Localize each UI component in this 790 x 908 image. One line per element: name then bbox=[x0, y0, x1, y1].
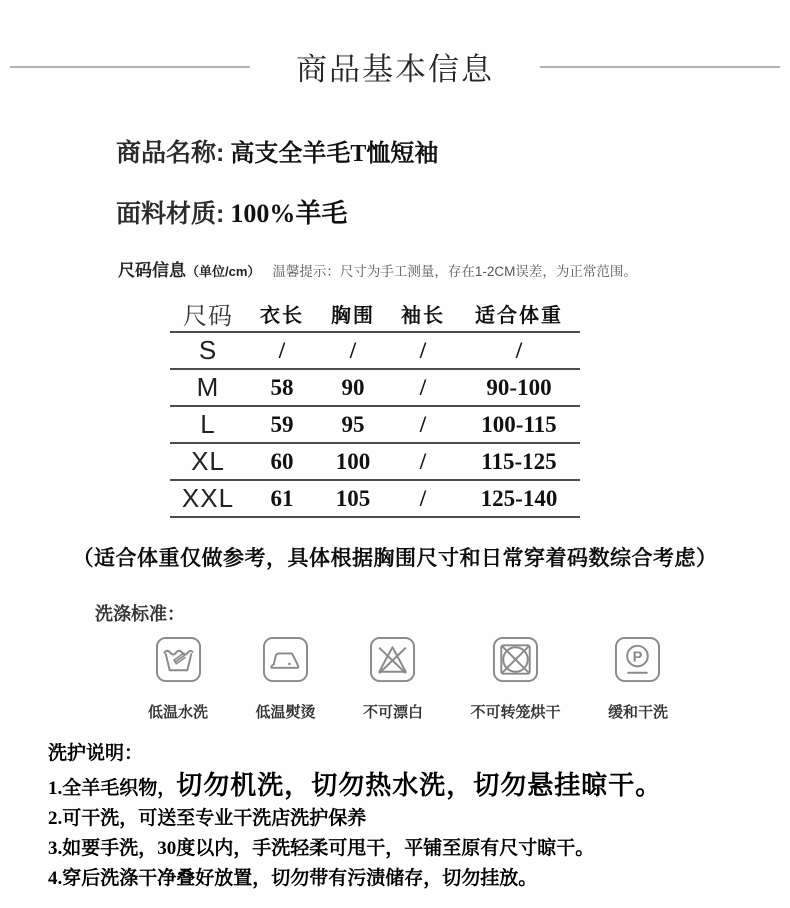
washing-symbol-label: 缓和干洗 bbox=[607, 704, 668, 721]
size-info-tip: 温馨提示：尺寸为手工测量，存在1-2CM误差，为正常范围。 bbox=[272, 264, 637, 279]
cell-sleeve: / bbox=[388, 480, 458, 517]
fabric-value: 100%羊毛 bbox=[230, 199, 348, 228]
care-line-1-emphasis: 切勿机洗，切勿热水洗，切勿悬挂晾干。 bbox=[176, 771, 663, 800]
size-table-header-row bbox=[170, 295, 580, 332]
washing-symbol-label: 低温熨烫 bbox=[255, 704, 316, 721]
svg-text:P: P bbox=[633, 649, 643, 666]
washing-standard-label: 洗涤标准： bbox=[95, 604, 185, 624]
page-title: 商品基本信息 bbox=[296, 52, 494, 87]
cell-weight: 100-115 bbox=[458, 406, 580, 443]
cell-sleeve: / bbox=[388, 406, 458, 443]
col-header-chest: 胸围 bbox=[318, 295, 388, 332]
cell-weight: 125-140 bbox=[458, 480, 580, 517]
cell-weight: / bbox=[458, 332, 580, 369]
care-line-1 bbox=[48, 771, 790, 804]
col-header-length: 衣长 bbox=[246, 295, 318, 332]
fabric-label: 面料材质: bbox=[116, 200, 225, 228]
header-divider-right bbox=[540, 66, 780, 68]
cell-length: 59 bbox=[246, 406, 318, 443]
product-name-value: 高支全羊毛T恤短袖 bbox=[230, 141, 439, 167]
washing-symbol-label: 低温水洗 bbox=[148, 704, 209, 721]
size-info-unit: （单位/cm） bbox=[186, 264, 261, 279]
cell-chest: 90 bbox=[318, 369, 388, 406]
cell-chest: / bbox=[318, 332, 388, 369]
cell-sleeve: / bbox=[388, 369, 458, 406]
cell-size: XXL bbox=[170, 480, 246, 517]
washing-symbol-no-bleach bbox=[363, 636, 423, 722]
cell-length: 60 bbox=[246, 443, 318, 480]
washing-symbol-iron-low bbox=[255, 636, 315, 722]
washing-symbols-row bbox=[148, 636, 668, 722]
col-header-sleeve: 袖长 bbox=[388, 295, 458, 332]
size-table bbox=[170, 295, 580, 518]
cell-chest: 105 bbox=[318, 480, 388, 517]
cell-length: 61 bbox=[246, 480, 318, 517]
no-tumble-dry-icon bbox=[492, 636, 539, 683]
washing-symbol-label: 不可转笼烘干 bbox=[470, 704, 561, 721]
care-instructions bbox=[48, 738, 790, 894]
cell-chest: 95 bbox=[318, 406, 388, 443]
col-header-weight: 适合体重 bbox=[458, 295, 580, 332]
washing-symbol-hand-wash bbox=[148, 636, 208, 722]
table-row bbox=[170, 443, 580, 480]
cell-length: 58 bbox=[246, 369, 318, 406]
cell-length: / bbox=[246, 332, 318, 369]
table-row bbox=[170, 480, 580, 517]
fabric-row bbox=[116, 193, 790, 230]
header-divider-left bbox=[10, 66, 250, 68]
product-name-label: 商品名称: bbox=[116, 139, 225, 167]
gentle-dry-clean-icon bbox=[614, 636, 661, 683]
care-line-4: 4.穿后洗涤干净叠好放置，切勿带有污渍储存，切勿挂放。 bbox=[48, 868, 538, 889]
iron-low-temp-icon bbox=[262, 636, 309, 683]
cell-size: M bbox=[170, 369, 246, 406]
no-bleach-icon bbox=[369, 636, 416, 683]
cell-chest: 100 bbox=[318, 443, 388, 480]
product-info-page bbox=[0, 44, 790, 908]
col-header-size: 尺码 bbox=[170, 295, 246, 332]
table-row bbox=[170, 369, 580, 406]
size-info-label: 尺码信息 bbox=[118, 261, 186, 280]
cell-weight: 115-125 bbox=[458, 443, 580, 480]
care-line-3: 3.如要手洗，30度以内，手洗轻柔可甩干，平铺至原有尺寸晾干。 bbox=[48, 838, 595, 859]
section-header bbox=[10, 44, 780, 89]
care-line-2: 2.可干洗，可送至专业干洗店洗护保养 bbox=[48, 808, 367, 829]
washing-symbol-label: 不可漂白 bbox=[362, 704, 423, 721]
cell-sleeve: / bbox=[388, 332, 458, 369]
hand-wash-icon bbox=[155, 636, 202, 683]
size-info-row bbox=[118, 256, 790, 281]
cell-size: XL bbox=[170, 443, 246, 480]
product-name-row bbox=[116, 133, 790, 169]
care-line-1-prefix: 1.全羊毛织物， bbox=[48, 778, 177, 799]
cell-weight: 90-100 bbox=[458, 369, 580, 406]
care-title: 洗护说明： bbox=[48, 743, 144, 764]
cell-size: L bbox=[170, 406, 246, 443]
washing-symbol-gentle-dry-clean bbox=[608, 636, 668, 722]
cell-size: S bbox=[170, 332, 246, 369]
table-row bbox=[170, 332, 580, 369]
cell-sleeve: / bbox=[388, 443, 458, 480]
washing-symbol-no-tumble-dry bbox=[470, 636, 560, 722]
table-row bbox=[170, 406, 580, 443]
weight-reference-note: （适合体重仅做参考，具体根据胸围尺寸和日常穿着码数综合考虑） bbox=[72, 546, 718, 570]
